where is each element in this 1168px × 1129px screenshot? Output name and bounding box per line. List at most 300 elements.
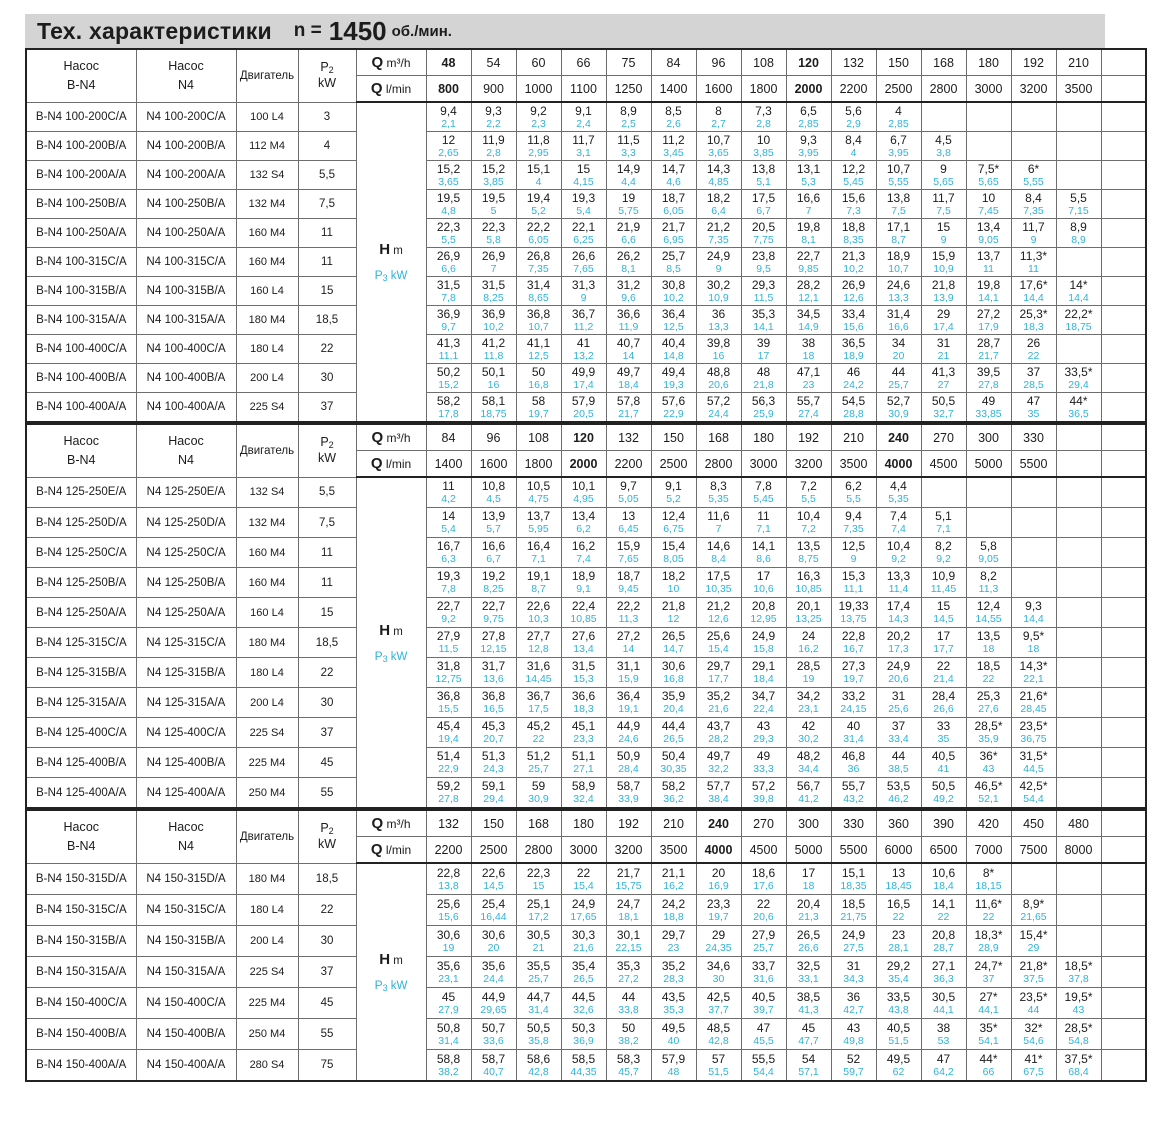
col-header-pump-bn4-line2: B-N4 — [67, 838, 96, 853]
h-p3-cell — [1101, 598, 1146, 628]
head-value: 44,9 — [481, 989, 506, 1004]
flow-m3h-value: 192 — [1011, 49, 1056, 76]
p2-value: 11 — [298, 568, 356, 598]
flow-m3h-value: 150 — [471, 810, 516, 837]
h-p3-cell — [1101, 957, 1146, 988]
head-value: 56,7 — [796, 779, 821, 794]
power-value: 45,5 — [753, 1034, 774, 1047]
p2-value: 18,5 — [298, 863, 356, 895]
head-value: 46 — [846, 364, 861, 379]
h-p3-cell — [651, 393, 696, 423]
head-value: 57,2 — [751, 779, 776, 794]
h-p3-cell — [516, 688, 561, 718]
power-value: 13,3 — [888, 291, 909, 304]
flow-lmin-value: 2000 — [786, 76, 831, 103]
power-value: 16,2 — [798, 643, 819, 656]
head-value: 37 — [1026, 364, 1041, 379]
head-value: 44 — [891, 749, 906, 764]
p2-unit: kW — [317, 76, 337, 91]
head-value: 4,4 — [890, 479, 907, 494]
h-p3-cell — [606, 957, 651, 988]
h-p3-cell — [876, 102, 921, 132]
h-p3-cell — [786, 132, 831, 161]
head-value: 26,9 — [841, 277, 866, 292]
power-value: 28,2 — [708, 733, 729, 746]
head-value: 16,5 — [886, 896, 911, 911]
h-p3-cell — [1011, 688, 1056, 718]
h-p3-cell — [561, 778, 606, 809]
h-p3-cell — [561, 688, 606, 718]
motor-size: 180 M4 — [236, 863, 298, 895]
power-value: 7 — [805, 204, 812, 217]
head-value: 37 — [891, 719, 906, 734]
head-value: 59 — [531, 779, 546, 794]
flow-lmin-value: 2200 — [606, 451, 651, 478]
h-p3-cell — [741, 477, 786, 508]
h-p3-cell — [1011, 568, 1056, 598]
p2-value: 5,5 — [298, 161, 356, 190]
h-p3-cell — [876, 1019, 921, 1050]
power-value: 14,4 — [1023, 291, 1044, 304]
head-value: 10,8 — [481, 479, 506, 494]
power-value: 18,4 — [933, 879, 954, 892]
power-value: 6,95 — [663, 233, 684, 246]
h-p3-cell — [876, 748, 921, 778]
power-value: 5,35 — [708, 493, 729, 506]
power-value: 31,6 — [753, 972, 774, 985]
power-value: 5,4 — [441, 523, 456, 536]
pump-row — [26, 598, 1146, 628]
h-p3-cell — [831, 219, 876, 248]
h-p3-cell — [606, 538, 651, 568]
pump-bn4-name: B-N4 150-315B/A — [26, 926, 136, 957]
power-value: 8,05 — [663, 553, 684, 566]
head-value: 22,2* — [1064, 306, 1093, 321]
power-value: 44 — [1027, 1003, 1040, 1016]
pump-n4-name: N4 100-400A/A — [136, 393, 236, 423]
h-p3-cell — [606, 306, 651, 335]
head-value: 44,7 — [526, 989, 551, 1004]
head-value: 35,9 — [661, 689, 686, 704]
power-value: 10,9 — [933, 262, 954, 275]
pump-n4-name: N4 100-400B/A — [136, 364, 236, 393]
power-value: 20,6 — [708, 378, 729, 391]
power-value: 9,1 — [576, 583, 591, 596]
h-p3-cell — [471, 393, 516, 423]
head-value: 12,5 — [841, 539, 866, 554]
head-value: 44,4 — [661, 719, 686, 734]
h-p3-cell — [651, 477, 696, 508]
h-p3-cell — [966, 335, 1011, 364]
power-value: 22 — [982, 910, 995, 923]
head-value: 24 — [801, 629, 816, 644]
h-p3-cell — [1101, 688, 1146, 718]
power-value: 7,35 — [1023, 204, 1044, 217]
motor-size: 160 L4 — [236, 598, 298, 628]
power-value: 8,9 — [1071, 233, 1086, 246]
h-p3-cell — [741, 598, 786, 628]
h-p3-cell — [561, 102, 606, 132]
h-p3-cell — [1056, 335, 1101, 364]
h-p3-cell — [921, 508, 966, 538]
motor-size: 180 L4 — [236, 658, 298, 688]
head-value: 26,5 — [796, 927, 821, 942]
head-value: 19,3 — [571, 190, 596, 205]
power-value: 13,3 — [708, 320, 729, 333]
head-value: 54 — [801, 1051, 816, 1066]
head-value: 9,3 — [800, 132, 817, 147]
pump-row — [26, 219, 1146, 248]
h-p3-cell — [1011, 306, 1056, 335]
flow-m3h-value — [1101, 49, 1146, 76]
h-p3-cell — [786, 688, 831, 718]
head-value: 13,7 — [526, 509, 551, 524]
head-value: 33,2 — [841, 689, 866, 704]
head-value: 38 — [936, 1020, 951, 1035]
head-value: 47 — [936, 1051, 951, 1066]
flow-lmin-value — [1101, 837, 1146, 864]
h-p3-cell — [741, 1019, 786, 1050]
col-header-pump-n4 — [136, 49, 236, 102]
h-p3-cell — [1056, 568, 1101, 598]
h-p3-cell — [1056, 538, 1101, 568]
power-value: 6,4 — [711, 204, 726, 217]
head-value: 25,3 — [976, 689, 1001, 704]
power-value: 9,75 — [483, 613, 504, 626]
head-value: 15,9 — [616, 539, 641, 554]
pump-n4-name: N4 150-315D/A — [136, 863, 236, 895]
p3-letter: P — [374, 978, 383, 992]
head-value: 22,8 — [841, 629, 866, 644]
head-value: 36,7 — [571, 306, 596, 321]
power-value: 44,1 — [933, 1003, 954, 1016]
h-p3-cell — [471, 957, 516, 988]
power-value: 27,8 — [978, 378, 999, 391]
h-p3-cell — [1056, 658, 1101, 688]
h-p3-cell — [471, 161, 516, 190]
h-p3-cell — [1056, 926, 1101, 957]
head-value: 14* — [1069, 277, 1088, 292]
h-p3-cell — [516, 277, 561, 306]
power-value: 11,9 — [618, 320, 639, 333]
pump-n4-name: N4 125-250A/A — [136, 598, 236, 628]
pump-bn4-name: B-N4 100-315B/A — [26, 277, 136, 306]
power-value: 16,7 — [843, 643, 864, 656]
h-p3-cell — [786, 508, 831, 538]
pump-row — [26, 748, 1146, 778]
h-p3-cell — [1101, 277, 1146, 306]
p2-value: 11 — [298, 248, 356, 277]
h-p3-cell — [921, 219, 966, 248]
power-value: 5,5 — [801, 493, 816, 506]
h-p3-cell — [696, 718, 741, 748]
h-p3-cell — [426, 863, 471, 895]
power-value: 7,65 — [618, 553, 639, 566]
power-value: 19 — [802, 673, 815, 686]
pump-n4-name: N4 100-400C/A — [136, 335, 236, 364]
h-p3-cell — [606, 988, 651, 1019]
h-p3-cell — [831, 598, 876, 628]
h-p3-cell — [966, 926, 1011, 957]
h-p3-cell — [471, 190, 516, 219]
p2-subscript: 2 — [328, 439, 334, 450]
h-p3-cell — [471, 538, 516, 568]
pump-row — [26, 538, 1146, 568]
power-value: 9,2 — [441, 613, 456, 626]
p2-value: 37 — [298, 718, 356, 748]
col-header-pump-bn4-line2: B-N4 — [67, 77, 96, 92]
pump-row — [26, 364, 1146, 393]
power-value: 29,4 — [483, 793, 504, 806]
flow-lmin-value: 2800 — [921, 76, 966, 103]
h-p3-cell — [696, 477, 741, 508]
col-header-p2 — [298, 810, 356, 863]
head-value: 10,4 — [886, 539, 911, 554]
power-value: 12 — [667, 613, 680, 626]
head-value: 41* — [1024, 1051, 1043, 1066]
h-p3-cell — [1101, 102, 1146, 132]
power-value: 24,6 — [618, 733, 639, 746]
flow-m3h-value: 300 — [786, 810, 831, 837]
head-value: 26,8 — [526, 248, 551, 263]
power-value: 33,85 — [975, 407, 1002, 420]
h-p3-cell — [966, 718, 1011, 748]
header-row-m3h — [26, 424, 1146, 451]
h-p3-cell — [921, 628, 966, 658]
h-p3-cell — [966, 219, 1011, 248]
h-p3-cell — [1011, 190, 1056, 219]
h-p3-cell — [516, 161, 561, 190]
head-value: 19,8 — [976, 277, 1001, 292]
h-p3-cell — [1011, 102, 1056, 132]
h-p3-cell — [876, 508, 921, 538]
power-value: 18,4 — [753, 673, 774, 686]
head-value: 20,8 — [931, 927, 956, 942]
h-p3-cell — [471, 132, 516, 161]
power-value: 5,1 — [756, 175, 771, 188]
h-p3-cell — [426, 926, 471, 957]
head-value: 33,5 — [886, 989, 911, 1004]
head-value: 53,5 — [886, 779, 911, 794]
power-value: 28,9 — [978, 941, 999, 954]
flow-m3h-value: 180 — [966, 49, 1011, 76]
head-value: 28,5* — [974, 719, 1003, 734]
col-header-motor: Двигатель — [236, 49, 298, 102]
flow-lmin-value: 2200 — [831, 76, 876, 103]
q-lmin-label-unit: l/min — [382, 457, 412, 471]
h-p3-cell — [741, 568, 786, 598]
head-value: 36* — [979, 749, 998, 764]
power-value: 38,2 — [618, 1034, 639, 1047]
power-value: 30,2 — [798, 733, 819, 746]
h-p3-cell — [966, 538, 1011, 568]
power-value: 40 — [667, 1034, 680, 1047]
h-p3-cell — [651, 988, 696, 1019]
title-speed-unit: об./мин. — [391, 22, 452, 40]
power-value: 11,2 — [573, 320, 594, 333]
axis-labels — [356, 102, 426, 422]
q-m3h-label — [356, 424, 426, 451]
p2-subscript: 2 — [328, 64, 334, 75]
head-value: 24,6 — [886, 277, 911, 292]
h-p3-cell — [921, 988, 966, 1019]
h-p3-cell — [1011, 778, 1056, 809]
head-value: 28,4 — [931, 689, 956, 704]
head-value: 35* — [979, 1020, 998, 1035]
h-p3-cell — [426, 248, 471, 277]
power-value: 21,75 — [840, 910, 867, 923]
head-value: 43,5 — [661, 989, 686, 1004]
flow-m3h-value: 108 — [741, 49, 786, 76]
head-value: 7,5* — [977, 161, 1000, 176]
head-value: 29,1 — [751, 659, 776, 674]
head-value: 58,6 — [526, 1051, 551, 1066]
head-value: 19,2 — [481, 569, 506, 584]
col-header-pump-bn4-line2: B-N4 — [67, 452, 96, 467]
head-value: 13,7 — [976, 248, 1001, 263]
h-p3-cell — [966, 277, 1011, 306]
h-p3-cell — [786, 988, 831, 1019]
flow-lmin-value: 1400 — [651, 76, 696, 103]
head-value: 25,6 — [436, 896, 461, 911]
head-value: 8,9* — [1022, 896, 1045, 911]
head-value: 51,1 — [571, 749, 596, 764]
power-value: 5,05 — [618, 493, 639, 506]
head-value: 11,7 — [572, 132, 595, 147]
head-value: 11,7 — [1022, 219, 1045, 234]
head-value: 5,5 — [1070, 190, 1087, 205]
power-value: 47,7 — [798, 1034, 819, 1047]
pump-n4-name: N4 125-250C/A — [136, 538, 236, 568]
flow-lmin-value: 3000 — [741, 451, 786, 478]
power-value: 9,05 — [978, 233, 999, 246]
head-value: 10,6 — [931, 865, 956, 880]
head-value: 17 — [936, 629, 951, 644]
flow-lmin-value: 3500 — [651, 837, 696, 864]
head-value: 13 — [621, 509, 636, 524]
head-value: 48,2 — [796, 749, 821, 764]
head-value: 4 — [895, 103, 902, 118]
pump-bn4-name: B-N4 100-315C/A — [26, 248, 136, 277]
col-header-pump-n4-line2: N4 — [178, 77, 194, 92]
p2-value: 5,5 — [298, 477, 356, 508]
h-p3-cell — [426, 102, 471, 132]
h-p3-cell — [606, 364, 651, 393]
h-p3-cell — [516, 988, 561, 1019]
pump-row — [26, 277, 1146, 306]
h-p3-cell — [831, 161, 876, 190]
power-value: 10,7 — [888, 262, 909, 275]
head-value: 29 — [711, 927, 726, 942]
q-lmin-label — [356, 76, 426, 103]
power-value: 38,4 — [708, 793, 729, 806]
head-value: 16,4 — [526, 539, 551, 554]
power-value: 15,6 — [843, 320, 864, 333]
flow-m3h-value: 270 — [921, 424, 966, 451]
power-value: 35,9 — [978, 733, 999, 746]
power-value: 42,8 — [528, 1065, 549, 1078]
h-p3-cell — [561, 658, 606, 688]
power-value: 3,1 — [576, 146, 591, 159]
pump-row — [26, 1050, 1146, 1082]
h-p3-cell — [786, 628, 831, 658]
h-p3-cell — [426, 1019, 471, 1050]
flow-lmin-value: 1250 — [606, 76, 651, 103]
head-value: 24,9 — [886, 659, 911, 674]
h-letter: H — [379, 241, 391, 258]
head-value: 50 — [621, 1020, 636, 1035]
h-p3-cell — [1011, 895, 1056, 926]
head-value: 15,2 — [436, 161, 461, 176]
h-p3-cell — [696, 538, 741, 568]
head-value: 26,2 — [616, 248, 641, 263]
power-value: 54,4 — [1023, 793, 1044, 806]
power-value: 33,8 — [618, 1003, 639, 1016]
head-value: 13,8 — [886, 190, 911, 205]
flow-lmin-value: 6000 — [876, 837, 921, 864]
pump-n4-name: N4 125-250E/A — [136, 477, 236, 508]
head-value: 17 — [801, 865, 816, 880]
h-p3-cell — [831, 364, 876, 393]
h-p3-cell — [831, 277, 876, 306]
power-value: 24,15 — [840, 703, 867, 716]
motor-size: 250 M4 — [236, 1019, 298, 1050]
head-value: 35,2 — [661, 958, 686, 973]
h-p3-cell — [606, 658, 651, 688]
h-p3-cell — [1101, 658, 1146, 688]
head-value: 11,2 — [662, 132, 685, 147]
power-value: 2,3 — [531, 117, 546, 130]
head-value: 17,5 — [751, 190, 776, 205]
flow-lmin-value: 2500 — [876, 76, 921, 103]
h-p3-cell — [561, 132, 606, 161]
h-p3-cell — [1056, 132, 1101, 161]
flow-lmin-value — [1056, 451, 1101, 478]
h-p3-cell — [561, 598, 606, 628]
head-value: 9,5* — [1022, 629, 1045, 644]
head-value: 11,9 — [482, 132, 505, 147]
head-value: 50,5 — [931, 779, 956, 794]
h-p3-cell — [1011, 219, 1056, 248]
power-value: 2,7 — [711, 117, 726, 130]
power-value: 34,3 — [843, 972, 864, 985]
h-p3-cell — [1101, 748, 1146, 778]
q-letter: Q — [371, 54, 384, 71]
h-p3-cell — [1101, 718, 1146, 748]
head-value: 9,2 — [530, 103, 547, 118]
head-value: 57,6 — [661, 393, 686, 408]
head-value: 33 — [936, 719, 951, 734]
h-p3-cell — [606, 102, 651, 132]
head-value: 36,8 — [481, 689, 506, 704]
h-p3-cell — [921, 598, 966, 628]
motor-size: 250 M4 — [236, 778, 298, 809]
power-value: 24,2 — [843, 378, 864, 391]
h-p3-cell — [561, 863, 606, 895]
head-value: 32,5 — [796, 958, 821, 973]
h-p3-cell — [1056, 988, 1101, 1019]
head-value: 56,3 — [751, 393, 776, 408]
head-value: 36,9 — [481, 306, 506, 321]
head-value: 31 — [936, 335, 951, 350]
h-p3-cell — [831, 1050, 876, 1082]
head-value: 21,7 — [661, 219, 686, 234]
flow-lmin-value: 1100 — [561, 76, 606, 103]
h-unit: m — [390, 955, 403, 967]
power-value: 2,85 — [798, 117, 819, 130]
power-value: 19 — [442, 941, 455, 954]
flow-m3h-value: 180 — [561, 810, 606, 837]
